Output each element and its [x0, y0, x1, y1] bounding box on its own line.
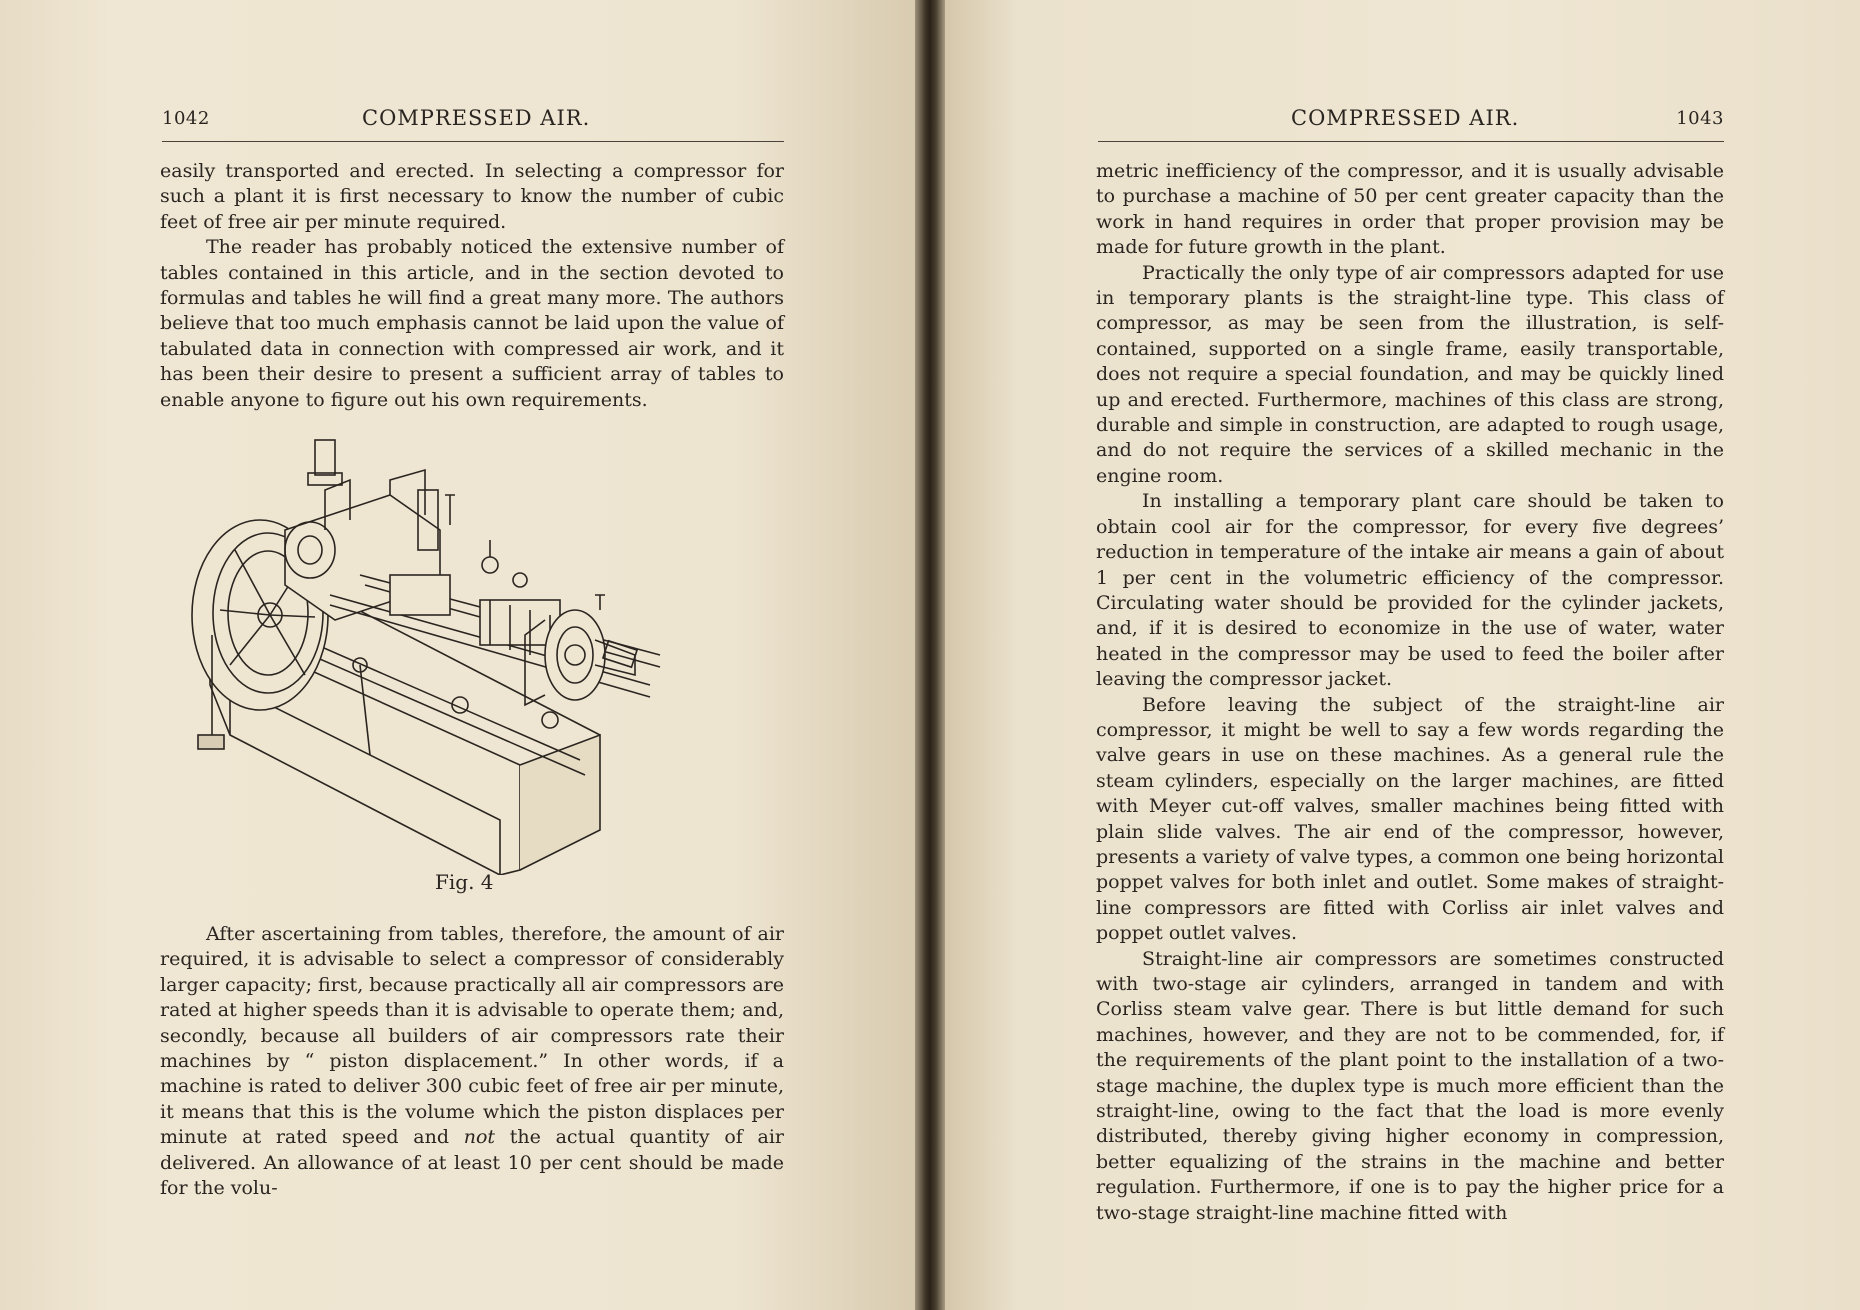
left-page-header: [162, 105, 784, 142]
left-page: [0, 0, 915, 1310]
paragraph: Straight-line air compressors are sometimes constructed with two-stage air cylinders, arranged in tandem and with Corliss steam valve gear. There is but little demand for such machines, however, and they are not to be commended, for, if the requirements of the plant point to the installation of a two-stage machine, the duplex type is much more efficient than the straight-line, owing to the fact that the load is more evenly distributed, thereby giving higher economy in compression, better equalizing of the strains in the machine and better regulation. Furthermore, if one is to pay the higher price for a two-stage straight-line machine fitted with: [1096, 947, 1724, 1224]
book-gutter: [915, 0, 945, 1310]
paragraph: metric inefficiency of the compressor, and it is usually advisable to purchase a machine of 50 per cent greater capacity than the work in hand requires in order that proper provision may be made for future growth in the plant.: [1096, 160, 1724, 259]
paragraph-text: After ascertaining from tables, therefore, the amount of air required, it is advisable to select a compressor of considerably larger capacity; first, because practically all air compressors are rated at higher speeds than it is advisable to operate them; and, secondly, because all builders of air compressors rate their machines by “ piston displacement.” In other words, if a machine is rated to deliver 300 cubic feet of free air per minute, it means that this is the volume which the piston displaces per minute at rated speed and: [160, 923, 784, 1149]
left-page-number: 1042: [162, 108, 210, 129]
paragraph: The reader has probably noticed the extensive number of tables contained in this article, and in the section devoted to formulas and tables he will find a great many more. The authors believe that too much emphasis cannot be laid upon the value of tabulated data in connection with compressed air work, and it has been their desire to present a sufficient array of tables to enable anyone to figure out his own requirements.: [160, 236, 784, 411]
right-page: [945, 0, 1860, 1310]
right-text-block: [1096, 159, 1724, 1226]
figure-caption: Fig. 4: [435, 870, 494, 894]
paragraph: In installing a temporary plant care should be taken to obtain cool air for the compressor, for every five degrees’ reduction in temperature of the intake air means a gain of about 1 per cent in the volumetric efficiency of the compressor. Circulating water should be provided for the cylinder jackets, and, if it is desired to economize in the use of water, water heated in the compressor may be used to feed the boiler after leaving the compressor jacket.: [1096, 490, 1724, 691]
left-text-block-top: [160, 159, 784, 413]
right-page-number: 1043: [1676, 108, 1724, 129]
compressor-illustration: [190, 435, 770, 875]
paragraph: easily transported and erected. In selecting a compressor for such a plant it is first necessary to know the number of cubic feet of free air per minute required.: [160, 160, 784, 233]
paragraph-text: the actual quantity of air delivered. An allowance of at least 10 per cent should be made for the volu-: [160, 1126, 784, 1200]
italic-emphasis: not: [463, 1126, 496, 1149]
straight-line-compressor-drawing: [190, 435, 770, 875]
left-text-block-bottom: [160, 922, 784, 1201]
paragraph: Before leaving the subject of the straight-line air compressor, it might be well to say a few words regarding the valve gears in use on these machines. As a general rule the steam cylinders, especially on the larger machines, are fitted with Meyer cut-off valves, smaller machines being fitted with plain slide valves. The air end of the compressor, however, presents a variety of valve types, a common one being horizontal poppet valves for both inlet and outlet. Some makes of straight-line compressors are fitted with Corliss air inlet valves and poppet outlet valves.: [1096, 693, 1724, 945]
left-running-title: COMPRESSED AIR.: [362, 106, 591, 130]
paragraph: Practically the only type of air compressors adapted for use in temporary plants is the straight-line type. This class of compressor, as may be seen from the illustration, is self-contained, supported on a single frame, easily transportable, does not require a special foundation, and may be quickly lined up and erected. Furthermore, machines of this class are strong, durable and simple in construction, are adapted to rough usage, and do not require the services of a skilled mechanic in the engine room.: [1096, 261, 1724, 487]
right-page-header: [1098, 105, 1724, 142]
right-running-title: COMPRESSED AIR.: [1291, 106, 1520, 130]
paragraph: [160, 922, 784, 1201]
